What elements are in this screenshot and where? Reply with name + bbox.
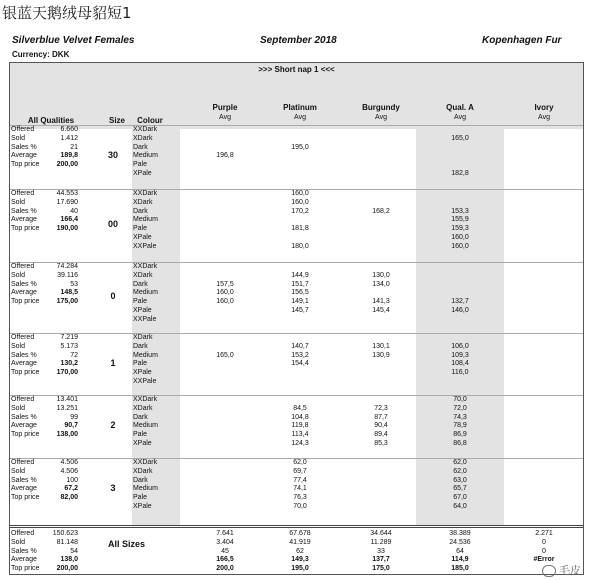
price-cell: 70,0 [453,396,467,403]
stat-value: 4.506 [60,467,78,475]
colour-label: Pale [133,298,148,306]
price-cell: 69,7 [293,467,307,475]
price-cell: 87,7 [374,413,388,421]
stat-value: 67,2 [64,485,78,493]
colour-label: Dark [133,143,148,151]
price-cell: 70,0 [293,503,307,510]
total-price-cell: 41.919 [289,538,311,546]
size-value: 2 [110,420,116,430]
stat-label: Sales % [11,413,37,421]
stat-value: 1.412 [60,134,78,142]
size-value: 0 [110,291,116,301]
currency-label: Currency: DKK [12,50,70,59]
price-cell: 85,3 [374,440,388,447]
colour-label: XDark [133,198,153,206]
stat-value: 39.116 [57,271,78,279]
colour-label: XPale [133,503,152,510]
total-stat-value: 81.148 [56,538,78,546]
row-separator [10,125,583,126]
colour-label: XXPale [133,242,157,250]
total-price-cell: 34.644 [370,530,392,537]
all-sizes-label: All Sizes [108,539,146,549]
total-price-cell: 67.678 [289,530,311,537]
price-cell: 196,8 [216,152,234,160]
colour-label: XDark [133,334,153,341]
total-price-cell: 0 [542,547,546,555]
stat-label: Top price [11,161,40,169]
price-cell: 141,3 [372,298,390,306]
colour-label: XXDark [133,190,158,197]
total-stat-value: 150.623 [52,530,78,537]
total-price-cell: 38.389 [449,530,471,537]
stat-value: 44.553 [56,190,78,197]
stat-label: Average [11,422,37,430]
colour-label: Medium [133,216,158,224]
total-price-cell: 2.271 [535,530,553,537]
price-cell: 145,7 [291,307,309,314]
colour-label: Dark [133,207,148,215]
price-cell: 153,2 [291,351,309,359]
total-price-cell: 200,0 [216,565,234,573]
stat-label: Sales % [11,143,37,151]
colour-label: Medium [133,289,158,297]
price-cell: 62,0 [453,467,467,475]
total-price-cell: 64 [456,547,464,555]
stat-label: Top price [11,369,40,377]
stat-label: Sales % [11,207,37,215]
colour-label: XDark [133,134,153,142]
price-cell: 181,8 [291,225,309,233]
stat-label: Average [11,289,37,297]
total-stat-value: 138,0 [60,556,78,564]
stat-label: Sold [11,198,26,206]
colour-label: Medium [133,351,158,359]
total-stat-value: 54 [70,547,78,555]
stat-label: Offered [11,459,35,466]
price-cell: 153,3 [451,207,469,215]
price-cell: 134,0 [372,280,390,288]
colour-label: XDark [133,467,153,475]
price-cell: 154,4 [291,360,309,368]
stat-value: 189,8 [60,152,78,160]
page-title: 银蓝天鹅绒母貂短1 [2,4,132,22]
price-cell: 160,0 [451,242,469,250]
colour-label: Dark [133,342,148,350]
burgundy-sub: Avg [375,114,387,121]
colour-label: XPale [133,234,152,241]
price-cell: 182,8 [451,170,469,177]
price-cell: 144,9 [291,271,309,279]
price-cell: 74,1 [293,485,307,493]
price-cell: 130,0 [372,271,390,279]
price-cell: 170,2 [291,207,309,215]
price-cell: 151,7 [291,280,309,288]
price-cell: 77,4 [293,476,307,484]
stat-value: 74.284 [56,263,78,270]
colour-label: XPale [133,440,152,447]
stat-value: 175,00 [56,298,78,306]
colour-label: Medium [133,152,158,160]
total-price-cell: 3.404 [216,538,234,546]
burgundy-header: Burgundy [362,103,400,112]
price-cell: 145,4 [372,307,390,314]
all-qualities-header: All Qualities [27,116,75,125]
stat-label: Sold [11,134,26,142]
total-price-cell: 149,3 [291,556,309,564]
stat-label: Sold [11,467,26,475]
report-date: September 2018 [260,35,337,46]
stat-label: Top price [11,431,40,439]
colour-label: XXPale [133,378,157,385]
price-cell: 130,1 [372,342,390,350]
stat-value: 148,5 [60,289,78,297]
price-cell: 62,0 [453,459,467,466]
total-price-cell: 185,0 [451,565,469,573]
stat-label: Sales % [11,280,37,288]
price-cell: 72,3 [374,404,388,412]
colour-label: Medium [133,422,158,430]
price-cell: 113,4 [291,431,309,439]
size-value: 1 [110,358,116,368]
colour-label: XPale [133,369,152,377]
price-cell: 89,4 [374,431,388,439]
price-cell: 165,0 [216,351,234,359]
colour-label: XPale [133,170,152,177]
stat-value: 90,7 [64,422,78,430]
ivory-sub: Avg [538,114,550,121]
colour-label: Pale [133,225,148,233]
price-cell: 119,8 [291,422,309,430]
stat-value: 40 [70,207,78,215]
stat-label: Average [11,152,37,160]
auction-table [9,62,584,575]
size-header: Size [108,116,125,125]
colour-label: Pale [133,360,148,368]
price-cell: 65,7 [453,485,467,493]
colour-label: Pale [133,431,148,439]
colour-label: XXDark [133,459,158,466]
stat-label: Offered [11,190,35,197]
price-cell: 116,0 [451,369,469,377]
price-cell: 104,8 [291,413,309,421]
platinum-header: Platinum [283,103,317,112]
stat-value: 21 [70,143,78,151]
price-cell: 157,5 [216,280,234,288]
total-price-cell: 33 [377,547,385,555]
colour-label: Pale [133,494,148,502]
total-price-cell: 45 [221,547,229,555]
row-separator [10,262,583,263]
colour-label: XXDark [133,263,158,270]
price-cell: 76,3 [293,494,307,502]
stat-label: Offered [11,263,35,270]
price-cell: 160,0 [216,298,234,306]
price-cell: 160,0 [216,289,234,297]
purple-header: Purple [212,103,238,112]
price-cell: 72,0 [453,404,467,412]
stat-value: 7.219 [60,334,78,341]
price-cell: 160,0 [291,190,309,197]
price-cell: 90,4 [374,422,388,430]
colour-label: Pale [133,161,148,169]
purple-sub: Avg [219,114,231,121]
stat-value: 82,00 [60,494,78,502]
price-cell: 159,3 [451,225,469,233]
price-cell: 165,0 [451,134,469,142]
stat-label: Sales % [11,351,37,359]
stat-label: Average [11,360,37,368]
stat-label: Sold [11,271,26,279]
stat-value: 53 [70,280,78,288]
colour-label: XPale [133,307,152,314]
quala-header: Qual. A [446,103,474,112]
stat-value: 166,4 [60,216,78,224]
stat-value: 130,2 [60,360,78,368]
ivory-header: Ivory [534,103,554,112]
total-price-cell: 175,0 [372,565,390,573]
report-title: Silverblue Velvet Females [12,35,135,46]
stat-value: 138,00 [56,431,78,439]
price-cell: 180,0 [291,242,309,250]
stat-label: Top price [11,225,40,233]
price-cell: 168,2 [372,207,390,215]
colour-label: Medium [133,485,158,493]
stat-value: 72 [70,351,78,359]
price-cell: 64,0 [453,503,467,510]
stat-value: 13.251 [56,404,78,412]
row-separator [10,333,583,334]
colour-label: XXDark [133,126,158,133]
total-price-cell: 114,9 [451,556,469,564]
total-stat-value: 200,00 [56,565,78,573]
stat-label: Average [11,485,37,493]
price-cell: 86,8 [453,440,467,447]
price-cell: 132,7 [451,298,469,306]
price-cell: 130,9 [372,351,390,359]
price-cell: 149,1 [291,298,309,306]
price-cell: 156,5 [291,289,309,297]
total-price-cell: 62 [296,547,304,555]
stat-label: Sales % [11,476,37,484]
total-stat-label: Sold [11,538,26,546]
stat-value: 100 [66,476,78,484]
price-cell: 86,9 [453,431,467,439]
price-cell: 108,4 [451,360,469,368]
stat-label: Sold [11,342,26,350]
total-price-cell: 11.289 [370,538,392,546]
total-stat-label: Top price [11,565,40,573]
stat-value: 13.401 [56,396,78,403]
stat-value: 6.660 [60,126,78,133]
price-cell: 67,0 [453,494,467,502]
price-cell: 195,0 [291,143,309,151]
price-cell: 78,9 [453,422,467,430]
totals-separator [10,525,583,526]
price-cell: 84,5 [293,404,307,412]
colour-label: Dark [133,280,148,288]
stat-label: Offered [11,126,35,133]
wechat-icon [542,565,556,577]
price-cell: 160,0 [451,234,469,241]
stat-label: Top price [11,298,40,306]
size-value: 3 [110,483,116,493]
total-price-cell: #Error [533,556,555,564]
quala-sub: Avg [454,114,466,121]
stat-label: Sold [11,404,26,412]
watermark: 毛皮 [542,562,581,578]
stat-label: Offered [11,396,35,403]
price-cell: 62,0 [293,459,307,466]
stat-value: 4.506 [60,459,78,466]
colour-label: Dark [133,476,148,484]
price-cell: 160,0 [291,198,309,206]
total-price-cell: 166,5 [216,556,234,564]
colour-label: Dark [133,413,148,421]
platinum-sub: Avg [294,114,306,121]
colour-label: XDark [133,404,153,412]
colour-label: XXDark [133,396,158,403]
price-cell: 124,3 [291,440,309,447]
colour-label: XXPale [133,315,157,323]
total-stat-label: Average [11,556,37,564]
stat-value: 190,00 [56,225,78,233]
total-stat-label: Offered [11,530,35,537]
total-price-cell: 7.641 [216,530,234,537]
stat-label: Average [11,216,37,224]
short-nap-label: >>> Short nap 1 <<< [258,65,335,74]
stat-value: 5.173 [60,342,78,350]
stat-label: Top price [11,494,40,502]
price-cell: 74,3 [453,413,467,421]
price-cell: 146,0 [451,307,469,314]
stat-value: 99 [70,413,78,421]
colour-header: Colour [137,116,163,125]
size-value: 00 [107,219,118,229]
total-stat-label: Sales % [11,547,37,555]
stat-value: 200,00 [56,161,78,169]
total-price-cell: 24.536 [449,538,471,546]
total-price-cell: 195,0 [291,565,309,573]
price-cell: 106,0 [451,342,469,350]
totals-separator [10,527,583,528]
price-cell: 140,7 [291,342,309,350]
stat-value: 170,00 [56,369,78,377]
total-price-cell: 0 [542,538,546,546]
size-value: 30 [107,150,118,160]
stat-value: 17.690 [56,198,78,206]
price-cell: 155,9 [451,216,469,224]
row-separator [10,395,583,396]
report-company: Kopenhagen Fur [482,35,562,46]
colour-label: XDark [133,271,153,279]
price-cell: 63,0 [453,476,467,484]
stat-label: Offered [11,334,35,341]
total-price-cell: 137,7 [372,556,390,564]
price-cell: 109,3 [451,351,469,359]
